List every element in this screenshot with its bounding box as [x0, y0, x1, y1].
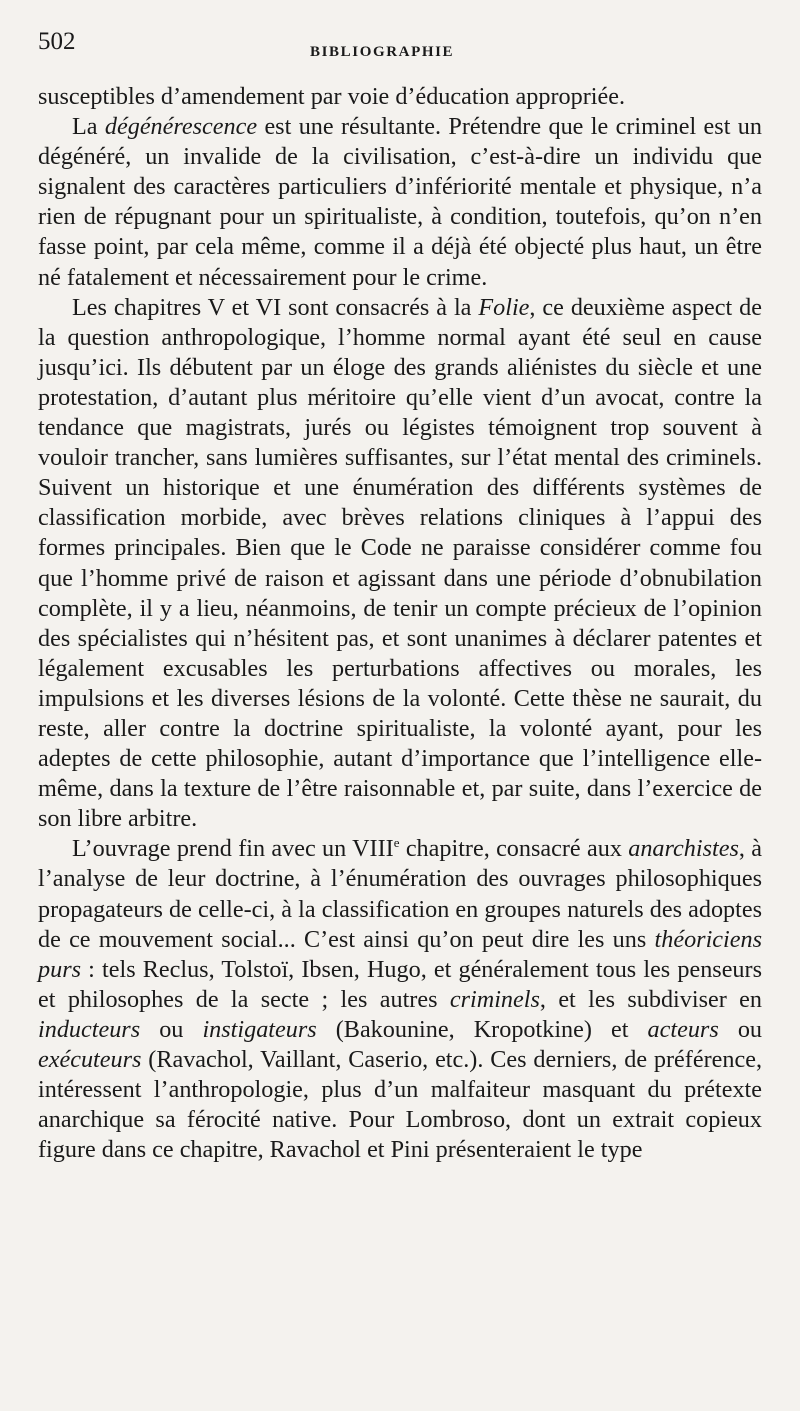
paragraph-text: susceptibles d’amendement par voie d’éducation appropriée. — [38, 83, 625, 110]
text-run: (Ravachol, Vaillant, Caserio, etc.). Ces derniers, de préférence, intéressent l’anthropologie, plus d’un malfaiteur masquant du prétexte anarchique sa férocité native. Pour Lombroso, dont un extrait copieux figure dans ce chapitre, Ravachol et Pini présenteraient le type — [38, 1046, 762, 1164]
text-run: La — [72, 113, 105, 141]
text-run: , à l’analyse de leur doctrine, à l’énumération des ouvrages philosophiques propagateurs de celle-ci, à la classification en groupes naturels des adoptes de ce mouvement social... C’est ainsi qu’on peut dire les uns — [38, 835, 762, 953]
italic-term: instigateurs — [202, 1015, 317, 1043]
paragraph-continuation — [38, 82, 762, 112]
text-run: (Bakounine, Kropotkine) et — [316, 1015, 648, 1043]
italic-term: exécuteurs — [38, 1046, 142, 1073]
text-run: ou — [140, 1015, 203, 1043]
text-run: est une résultante. Prétendre que le criminel est un dégénéré, un invalide de la civilisation, c’est-à-dire un individu que signalent des caractères particuliers d’infériorité mentale et physique, n’a rien de répugnant pour un spiritualiste, à condition, toutefois, qu’on n’en fasse point, par cela même, comme il a déjà été objecté plus haut, un être né fatalement et nécessairement pour le crime. — [38, 113, 762, 291]
page-number: 502 — [38, 28, 76, 55]
text-run: , ce deuxième aspect de la question anthropologique, l’homme normal ayant été seul en cause jusqu’ici. Ils débutent par un éloge des grands aliénistes du siècle et une protestation, d’autant plus méritoire qu’elle vient d’un avocat, contre la tendance que magistrats, jurés ou légistes témoignent trop souvent à vouloir trancher, sans lumières suffisantes, sur l’état mental des criminels. Suivent un historique et une énumération des différents systèmes de classification morbide, avec brèves relations cliniques à l’appui des formes principales. Bien que le Code ne paraisse considérer comme fou que l’homme privé de raison et agissant dans une période d’obnubilation complète, il y a lieu, néanmoins, de tenir un compte précieux de l’opinion des spécialistes qui n’hésitent pas, et sont unanimes à déclarer patentes et légalement excusables les perturbations affectives ou morales, les impulsions et les diverses lésions de la volonté. Cette thèse ne saurait, du reste, aller contre la doctrine spiritualiste, la volonté ayant, pour les adeptes de cette philosophie, autant d’importance que l’intelligence elle-même, dans la texture de l’être raisonnable et, par suite, dans l’exercice de son libre arbitre. — [38, 293, 762, 833]
paragraph-degenerescence — [38, 112, 762, 293]
italic-term: acteurs — [647, 1015, 719, 1043]
italic-term: anarchistes — [628, 835, 739, 863]
running-title: BIBLIOGRAPHIE — [310, 44, 455, 60]
paragraph-folie — [38, 293, 762, 835]
text-run: : tels Reclus, Tolstoï, Ibsen, Hugo, et généralement tous les penseurs et philosophes de la secte ; les autres — [38, 955, 762, 1013]
text-run: , et les subdiviser en — [539, 985, 762, 1013]
italic-term: criminels — [449, 985, 540, 1013]
body-text — [38, 82, 762, 1165]
paragraph-anarchistes — [38, 834, 762, 1165]
italic-term: théoriciens purs — [38, 925, 762, 983]
text-run: ou — [718, 1015, 763, 1043]
running-head — [38, 28, 762, 68]
italic-term: inducteurs — [38, 1015, 141, 1043]
text-run: Les chapitres V et VI sont consacrés à la — [72, 293, 479, 321]
italic-term: Folie — [478, 293, 530, 321]
text-run: L’ouvrage prend fin avec un VIII — [72, 835, 394, 863]
text-run: chapitre, consacré aux — [399, 835, 629, 863]
superscript: e — [393, 835, 400, 851]
italic-term: dégénérescence — [104, 113, 258, 141]
